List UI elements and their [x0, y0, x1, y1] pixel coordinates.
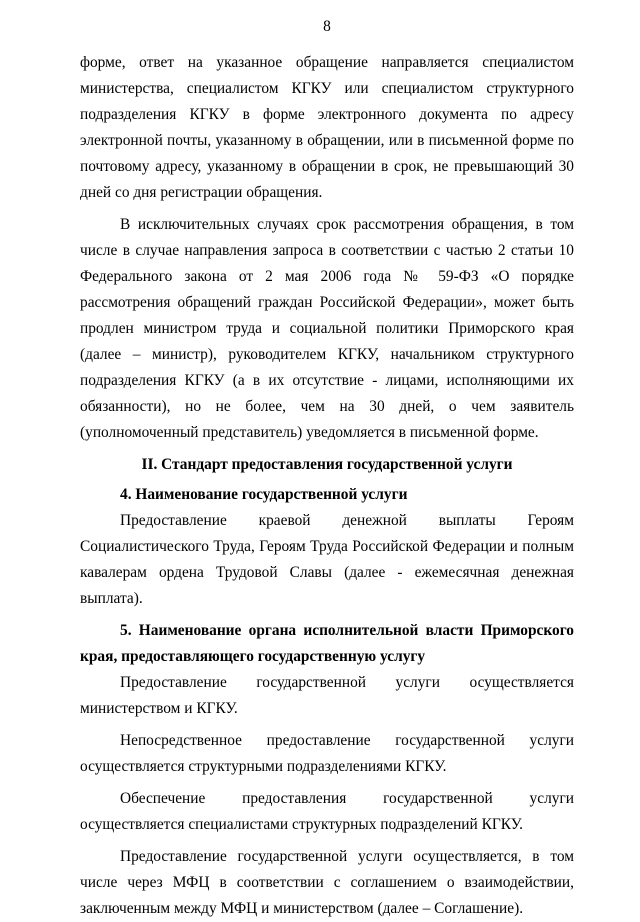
page-number: 8 [323, 18, 331, 35]
section-heading: II. Стандарт предоставления государственной услуги [141, 456, 513, 473]
paragraph-direct-provision: Непосредственное предоставление государственной услуги осуществляется структурными подразделениями КГКУ. [80, 732, 574, 775]
paragraph-support-provision: Обеспечение предоставления государственной услуги осуществляется специалистами структурных подразделений КГКУ. [80, 790, 574, 833]
subsection-heading-5: 5. Наименование органа исполнительной власти Приморского края, предоставляющего государственную услугу [80, 622, 574, 665]
paragraph-service-name: Предоставление краевой денежной выплаты Героям Социалистического Труда, Героям Труда Российской Федерации и полным кавалерам ордена Трудовой Славы (далее - ежемесячная денежная выплата). [80, 512, 574, 607]
subsection-heading-4: 4. Наименование государственной услуги [120, 486, 408, 503]
paragraph-provided-by: Предоставление государственной услуги осуществляется министерством и КГКУ. [80, 674, 574, 717]
paragraph-mfc-provision: Предоставление государственной услуги осуществляется, в том числе через МФЦ в соответствии с соглашением о взаимодействии, заключенным между МФЦ и министерством (далее – Соглашение). [80, 848, 574, 917]
paragraph-extension-terms: В исключительных случаях срок рассмотрения обращения, в том числе в случае направления запроса в соответствии с частью 2 статьи 10 Федерального закона от 2 мая 2006 года № 59-ФЗ «О порядке рассмотрения обращений граждан Российской Федерации», может быть продлен министром труда и социальной политики Приморского края (далее – министр), руководителем КГКУ, начальником структурного подразделения КГКУ (а в их отсутствие - лицами, исполняющими их обязанности), но не более, чем на 30 дней, о чем заявитель (уполномоченный представитель) уведомляется в письменной форме. [80, 216, 574, 441]
paragraph-continuation: форме, ответ на указанное обращение направляется специалистом министерства, специалистом КГКУ или специалистом структурного подразделения КГКУ в форме электронного документа по адресу электронной почты, указанному в обращении, или в письменной форме по почтовому адресу, указанному в обращении в срок, не превышающий 30 дней со дня регистрации обращения. [80, 54, 574, 201]
